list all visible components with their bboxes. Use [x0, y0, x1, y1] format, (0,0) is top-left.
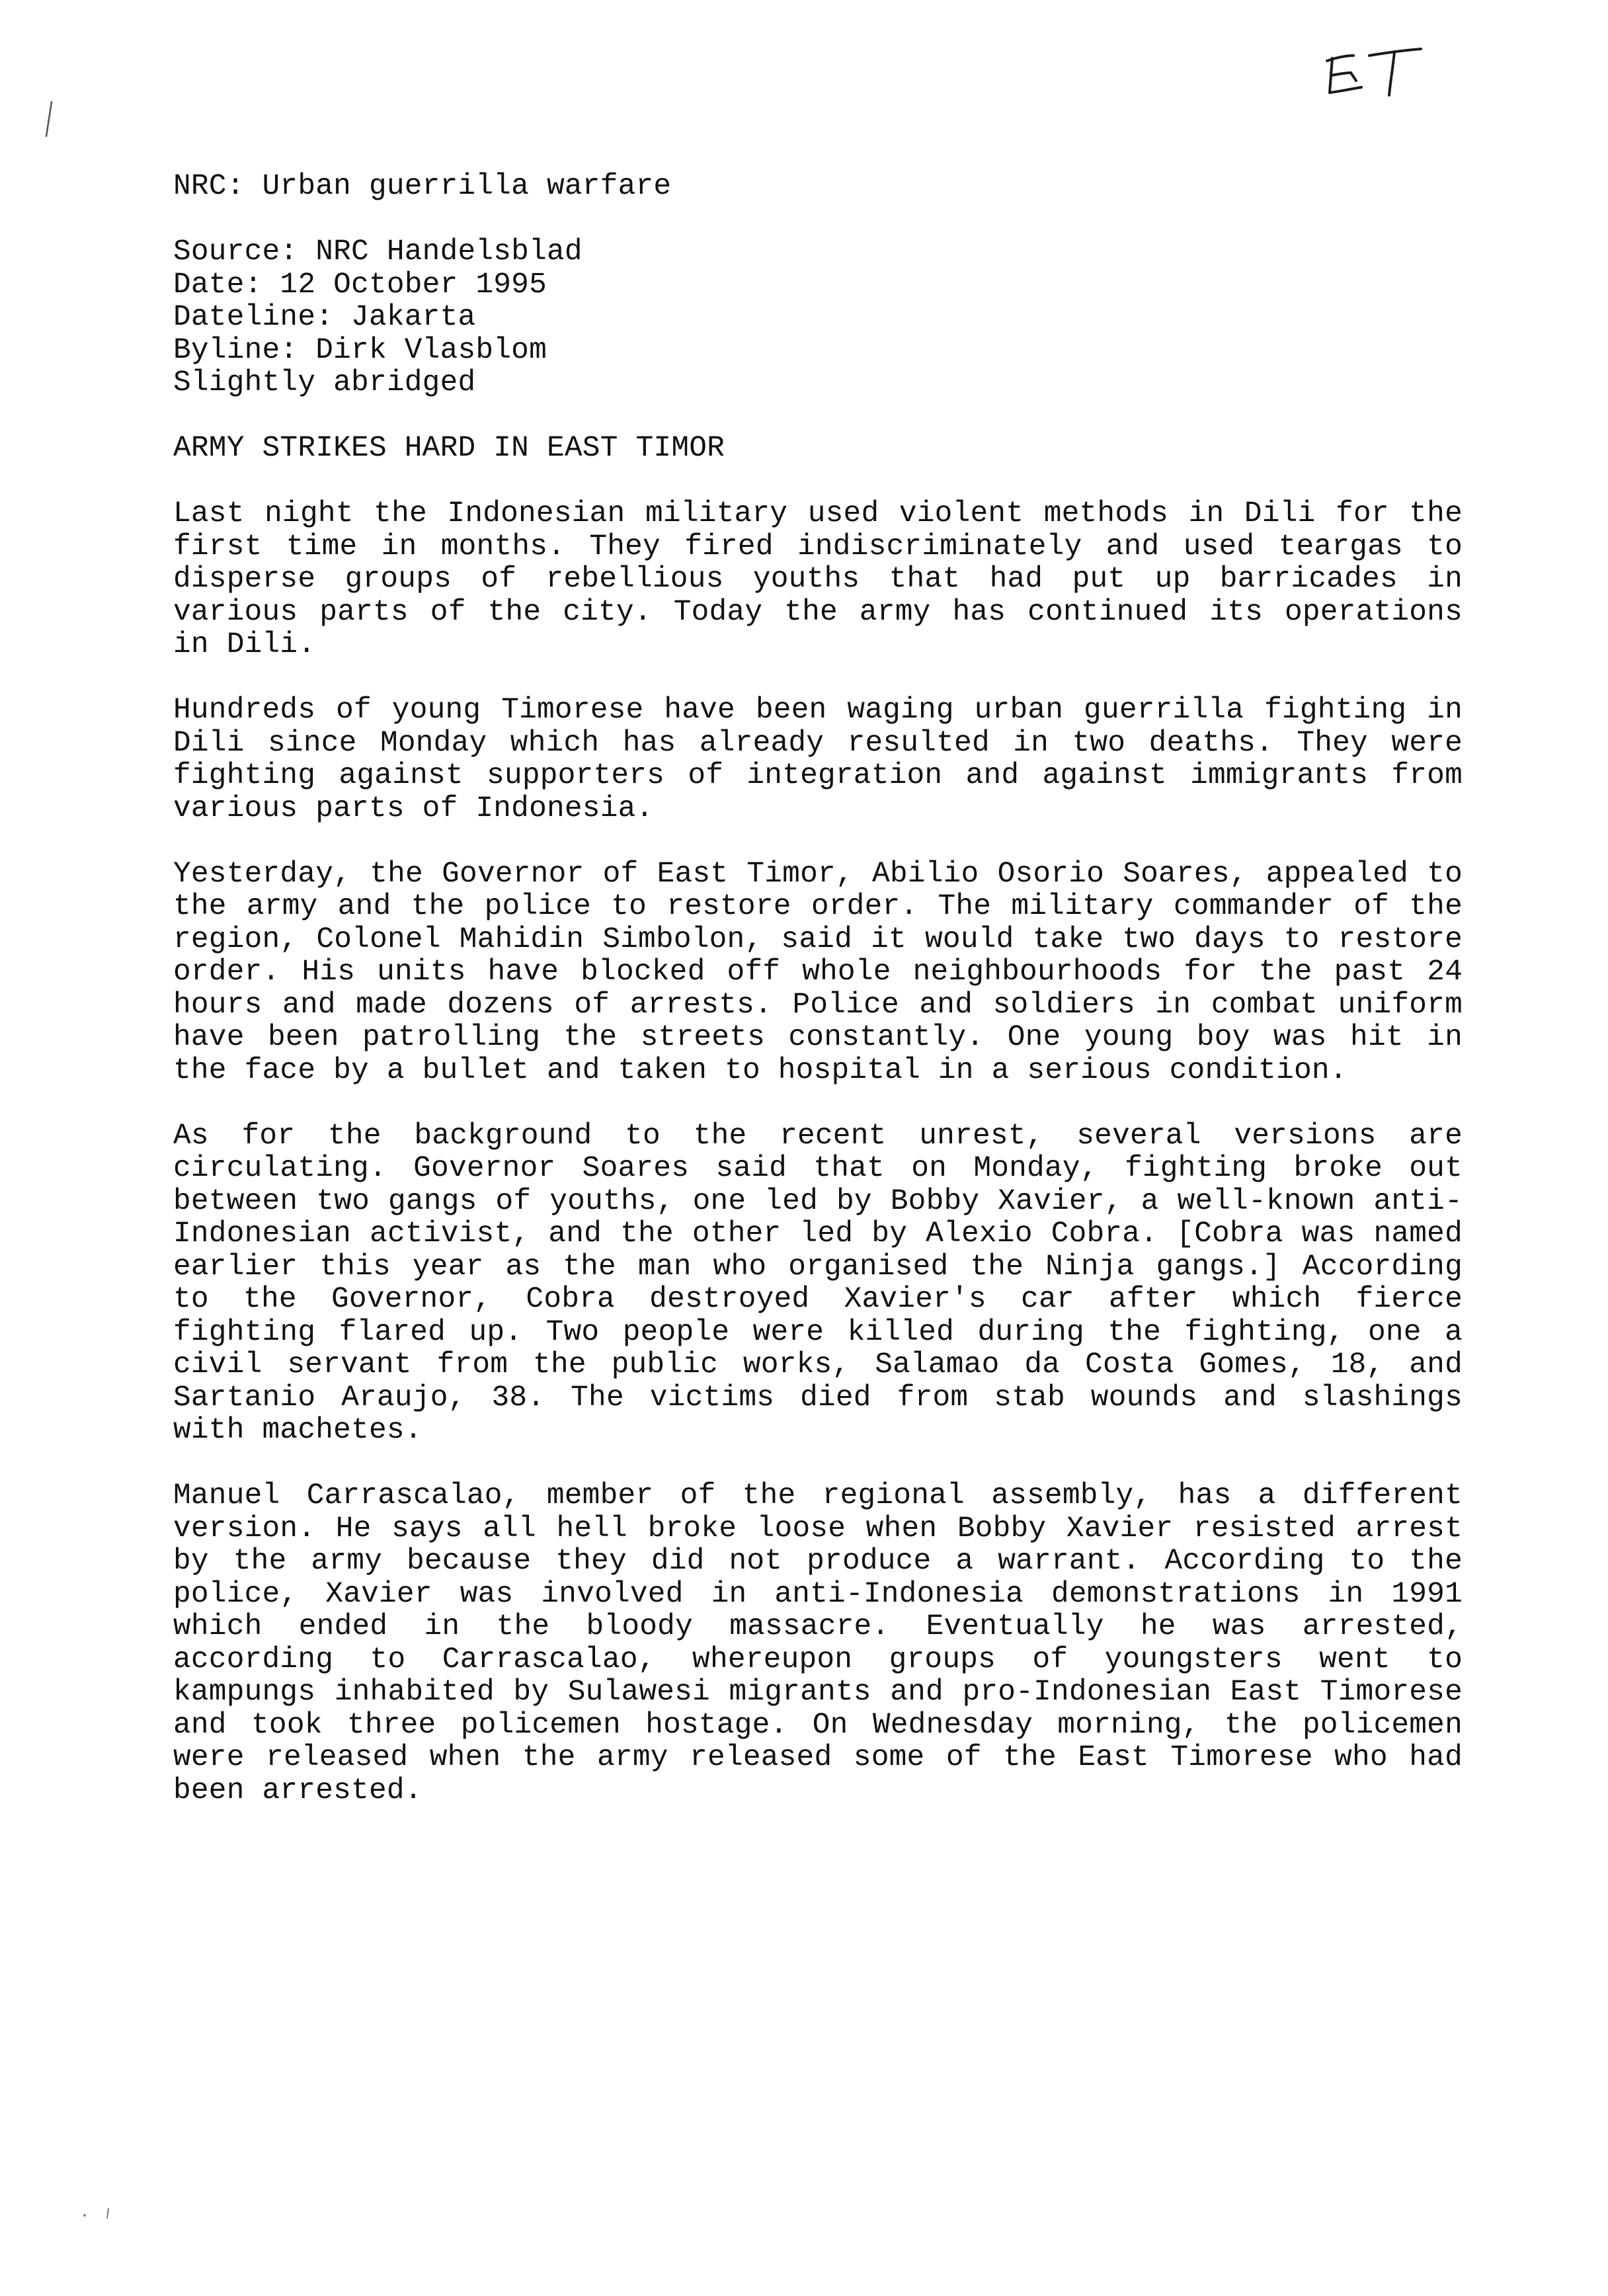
handwritten-initials	[1312, 26, 1425, 99]
meta-note: Slightly abridged	[173, 366, 476, 399]
article-paragraph: Yesterday, the Governor of East Timor, Abilio Osorio Soares, appealed to the army and the police to restore order. The military commander of the region, Colonel Mahidin Simbolon, said it would take two days to restore order. His units have blocked off whole neighbourhoods for the past 24 hours and made dozens of arrests. Police and soldiers in combat uniform have been patrolling the streets constantly. One young boy was hit in the face by a bullet and taken to hospital in a serious condition.	[173, 857, 1463, 1087]
scan-speck	[79, 2202, 119, 2222]
margin-pencil-mark	[42, 99, 56, 139]
spacer	[173, 466, 1463, 499]
article-headline: ARMY STRIKES HARD IN EAST TIMOR	[173, 432, 725, 465]
meta-source: Source: NRC Handelsblad	[173, 235, 583, 268]
article-paragraph: As for the background to the recent unrest, several versions are circulating. Governor Soares said that on Monday, fighting broke out between two gangs of youths, one led by Bobby Xavier, a well-known anti-Indonesian activist, and the other led by Alexio Cobra. [Cobra was named earlier this year as the man who organised the Ninja gangs.] According to the Governor, Cobra destroyed Xavier's car after which fierce fighting flared up. Two people were killed during the fighting, one a civil servant from the public works, Salamao da Costa Gomes, 18, and Sartanio Araujo, 38. The victims died from stab wounds and slashings with machetes.	[173, 1119, 1463, 1447]
article-paragraph: Manuel Carrascalao, member of the regional assembly, has a different version. He says all hell broke loose when Bobby Xavier resisted arrest by the army because they did not produce a warrant. According to the police, Xavier was involved in anti-Indonesia demonstrations in 1991 which ended in the bloody massacre. Eventually he was arrested, according to Carrascalao, whereupon groups of youngsters went to kampungs inhabited by Sulawesi migrants and pro-Indonesian East Timorese and took three policemen hostage. On Wednesday morning, the policemen were released when the army released some of the East Timorese who had been arrested.	[173, 1479, 1463, 1807]
meta-byline: Byline: Dirk Vlasblom	[173, 333, 547, 367]
meta-date: Date: 12 October 1995	[173, 268, 547, 302]
document-title: NRC: Urban guerrilla warfare	[173, 170, 672, 203]
spacer	[173, 400, 1463, 433]
document-body	[173, 171, 1463, 1807]
spacer	[173, 204, 1463, 237]
meta-dateline: Dateline: Jakarta	[173, 301, 476, 334]
article-paragraph: Last night the Indonesian military used violent methods in Dili for the first time in months. They fired indiscriminately and used teargas to disperse groups of rebellious youths that had put up barricades in various parts of the city. Today the army has continued its operations in Dili.	[173, 497, 1463, 661]
article-paragraph: Hundreds of young Timorese have been waging urban guerrilla fighting in Dili since Monday which has already resulted in two deaths. They were fighting against supporters of integration and against immigrants from various parts of Indonesia.	[173, 694, 1463, 825]
